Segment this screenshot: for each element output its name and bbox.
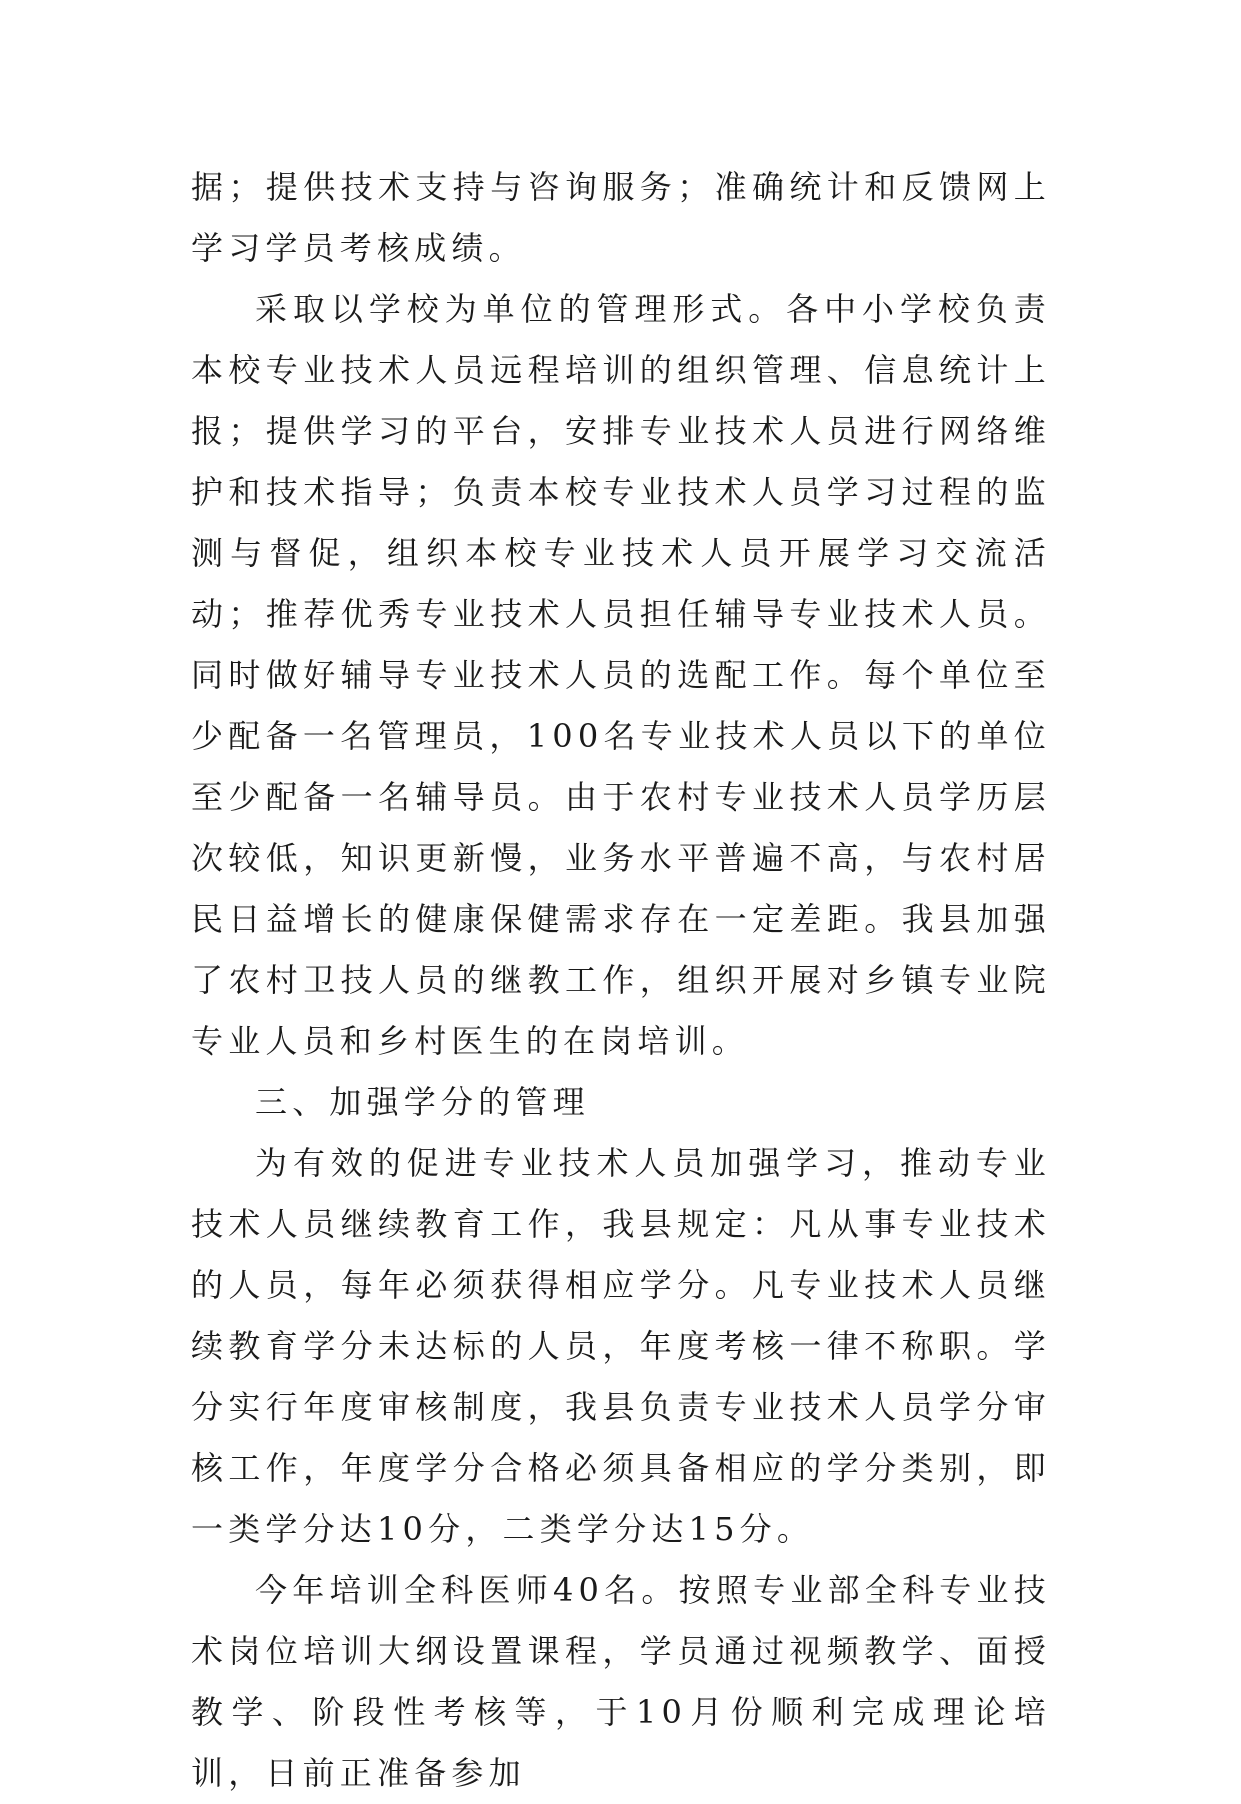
paragraph-training-doctors: 今年培训全科医师40名。按照专业部全科专业技术岗位培训大纲设置课程，学员通过视频教学、面授教学、阶段性考核等，于10月份顺利完成理论培训，日前正准备参加 [191, 1571, 1051, 1792]
paragraph-school-management: 采取以学校为单位的管理形式。各中小学校负责本校专业技术人员远程培训的组织管理、信息统计上报；提供学习的平台，安排专业技术人员进行网络维护和技术指导；负责本校专业技术人员学习过程的监测与督促，组织本校专业技术人员开展学习交流活动；推荐优秀专业技术人员担任辅导专业技术人员。同时做好辅导专业技术人员的选配工作。每个单位至少配备一名管理员，100名专业技术人员以下的单位至少配备一名辅导员。由于农村专业技术人员学历层次较低，知识更新慢，业务水平普遍不高，与农村居民日益增长的健康保健需求存在一定差距。我县加强了农村卫技人员的继教工作，组织开展对乡镇专业院专业人员和乡村医生的在岗培训。 [191, 290, 1051, 1060]
section-heading-credit-management: 三、加强学分的管理 [255, 1083, 590, 1121]
document-body [191, 157, 1051, 1804]
paragraph-continued: 据；提供技术支持与咨询服务；准确统计和反馈网上学习学员考核成绩。 [191, 168, 1051, 267]
paragraph-credit-rules: 为有效的促进专业技术人员加强学习，推动专业技术人员继续教育工作，我县规定：凡从事专业技术的人员，每年必须获得相应学分。凡专业技术人员继续教育学分未达标的人员，年度考核一律不称职。学分实行年度审核制度，我县负责专业技术人员学分审核工作，年度学分合格必须具备相应的学分类别，即一类学分达10分，二类学分达15分。 [191, 1144, 1051, 1548]
